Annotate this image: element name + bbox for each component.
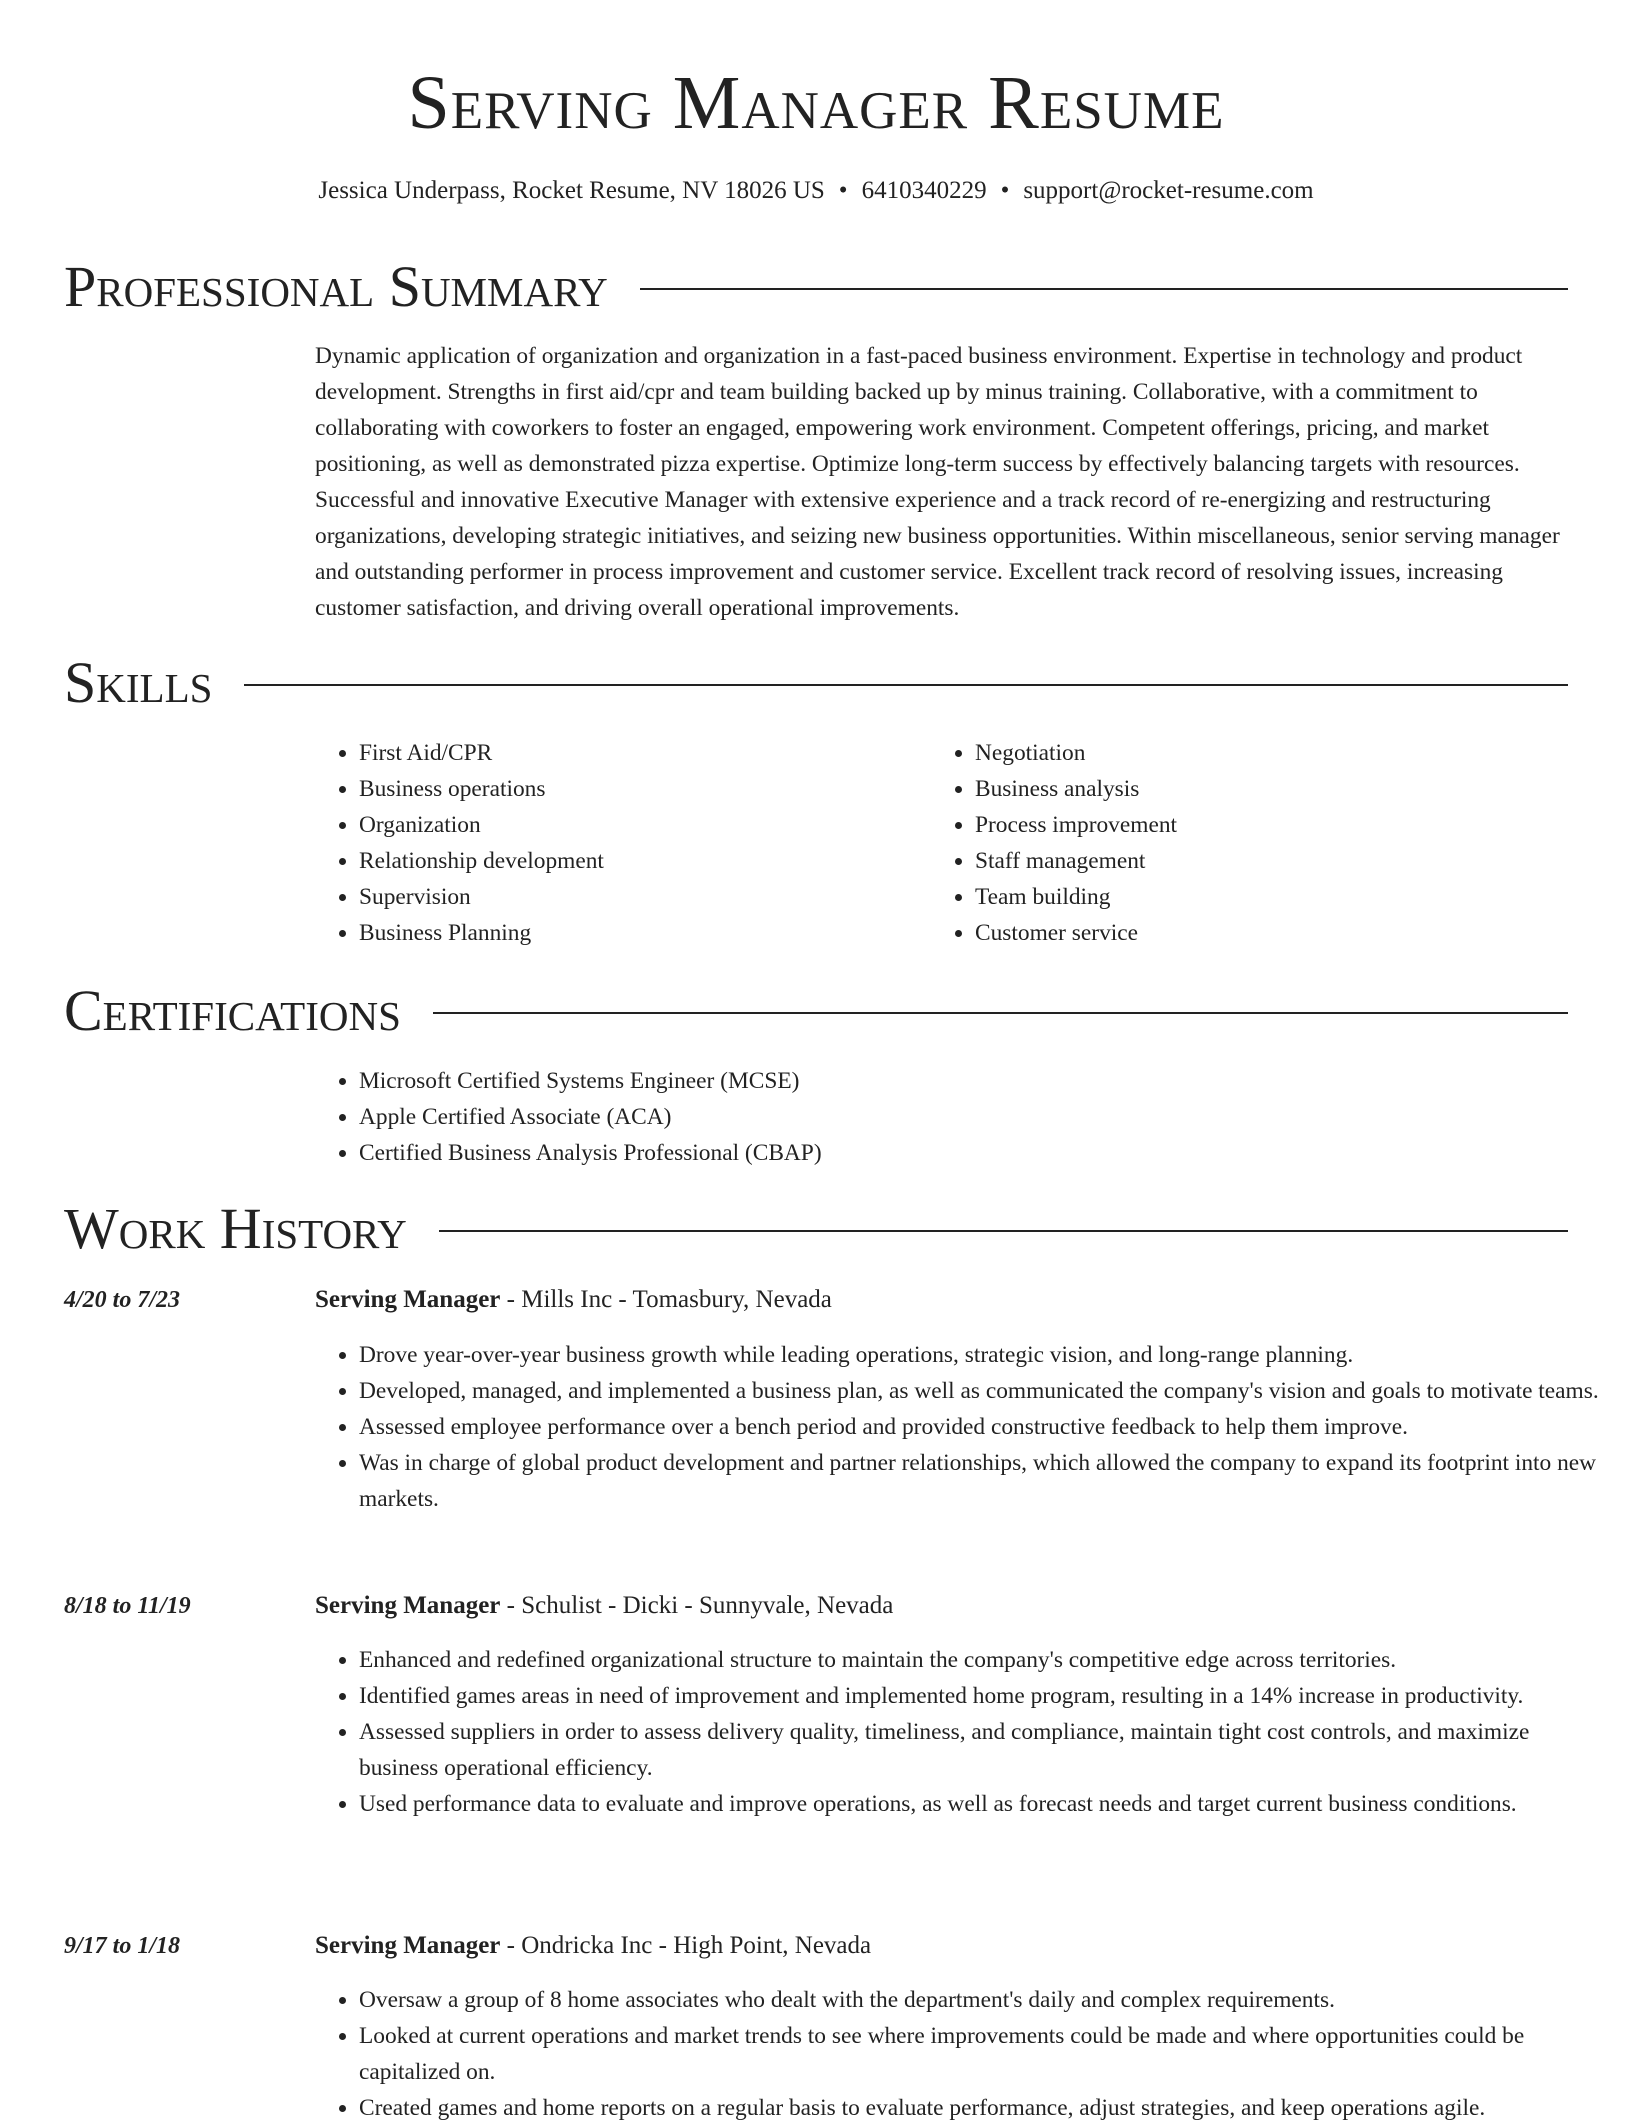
job-details: - Ondricka Inc - High Point, Nevada [500, 1932, 872, 1959]
skills-list-right [931, 735, 1511, 951]
job-dates: 9/17 to 1/18 [64, 1933, 181, 1959]
list-item: • Enhanced and redefined organizational structure to maintain the company's competitive edge across territories. [359, 1642, 1614, 1678]
contact-address: Jessica Underpass, Rocket Resume, NV 18026 US [318, 177, 825, 204]
job-dates: 4/20 to 7/23 [64, 1287, 181, 1313]
section-divider [439, 1230, 1568, 1232]
skills-heading: Skills [64, 650, 213, 715]
list-item: • Apple Certified Associate (ACA) [359, 1099, 1570, 1135]
job-role [315, 1930, 871, 1962]
summary-heading: Professional Summary [64, 254, 608, 319]
job-role [315, 1590, 893, 1622]
list-item: • Assessed employee performance over a bench period and provided constructive feedback to help them improve. [359, 1409, 1614, 1445]
list-item: • Oversaw a group of 8 home associates who dealt with the department's daily and complex requirements. [359, 1982, 1614, 2018]
summary-section-header [64, 254, 1568, 320]
list-item: • Staff management [975, 843, 1511, 879]
skills-section-header [64, 650, 1568, 716]
list-item: • Identified games areas in need of improvement and implemented home program, resulting in a 14% increase in productivity. [359, 1678, 1614, 1714]
job-role [315, 1284, 832, 1316]
job-details: - Schulist - Dicki - Sunnyvale, Nevada [500, 1592, 894, 1619]
list-item: • Negotiation [975, 735, 1511, 771]
list-item: • Business operations [359, 771, 895, 807]
list-item: • First Aid/CPR [359, 735, 895, 771]
job-title: Serving Manager [315, 1592, 501, 1619]
work-section-header [64, 1196, 1568, 1262]
job-bullets [315, 1337, 1614, 1517]
list-item: • Business Planning [359, 915, 895, 951]
skills-column-right [931, 735, 1511, 951]
list-item: • Created games and home reports on a regular basis to evaluate performance, adjust strategies, and keep operations agile. [359, 2090, 1614, 2126]
page-title: Serving Manager Resume [407, 61, 1225, 145]
job-details: - Mills Inc - Tomasbury, Nevada [500, 1286, 832, 1313]
list-item: • Assessed suppliers in order to assess delivery quality, timeliness, and compliance, maintain tight cost controls, and maximize business operational efficiency. [359, 1714, 1614, 1786]
list-item: • Customer service [975, 915, 1511, 951]
list-item: • Organization [359, 807, 895, 843]
job-title: Serving Manager [315, 1932, 501, 1959]
work-heading: Work History [64, 1196, 407, 1261]
list-item: • Team building [975, 879, 1511, 915]
contact-separator: • [1000, 177, 1010, 204]
job-dates: 8/18 to 11/19 [64, 1593, 191, 1619]
job-bullets [315, 1642, 1614, 1822]
certifications-column [315, 1063, 1570, 1171]
job-bullets [315, 1982, 1614, 2126]
list-item: • Business analysis [975, 771, 1511, 807]
list-item: • Used performance data to evaluate and improve operations, as well as forecast needs and target current business conditions. [359, 1786, 1614, 1822]
contact-email: support@rocket-resume.com [1023, 177, 1314, 204]
section-divider [433, 1012, 1568, 1014]
list-item: • Was in charge of global product development and partner relationships, which allowed the company to expand its footprint into new markets. [359, 1445, 1614, 1517]
list-item: • Process improvement [975, 807, 1511, 843]
section-divider [640, 288, 1568, 290]
skills-list-left [315, 735, 895, 951]
contact-phone: 6410340229 [861, 177, 987, 204]
certifications-heading: Certifications [64, 978, 401, 1043]
job-title: Serving Manager [315, 1286, 501, 1313]
certifications-list [315, 1063, 1570, 1171]
skills-column-left [315, 735, 895, 951]
list-item: • Supervision [359, 879, 895, 915]
list-item: • Microsoft Certified Systems Engineer (MCSE) [359, 1063, 1570, 1099]
list-item: • Developed, managed, and implemented a business plan, as well as communicated the company's vision and goals to motivate teams. [359, 1373, 1614, 1409]
summary-text: Dynamic application of organization and organization in a fast-paced business environment. Expertise in technology and product development. Strengths in first aid/cpr and team building backed up by minus training. Collaborative, with a commitment to collaborating with coworkers to foster an engaged, empowering work environment. Competent offerings, pricing, and market positioning, as well as demonstrated pizza expertise. Optimize long-term success by effectively balancing targets with resources. Successful and innovative Executive Manager with extensive experience and a track record of re-energizing and restructuring organizations, developing strategic initiatives, and seizing new business opportunities. Within miscellaneous, senior serving manager and outstanding performer in process improvement and customer service. Excellent track record of resolving issues, increasing customer satisfaction, and driving overall operational improvements. [315, 343, 1560, 621]
section-divider [244, 684, 1568, 686]
list-item: • Drove year-over-year business growth while leading operations, strategic vision, and long-range planning. [359, 1337, 1614, 1373]
contact-line [0, 175, 1632, 207]
list-item: • Relationship development [359, 843, 895, 879]
list-item: • Certified Business Analysis Professional (CBAP) [359, 1135, 1570, 1171]
list-item: • Looked at current operations and market trends to see where improvements could be made and where opportunities could be capitalized on. [359, 2018, 1614, 2090]
certifications-section-header [64, 978, 1568, 1044]
contact-separator: • [838, 177, 848, 204]
